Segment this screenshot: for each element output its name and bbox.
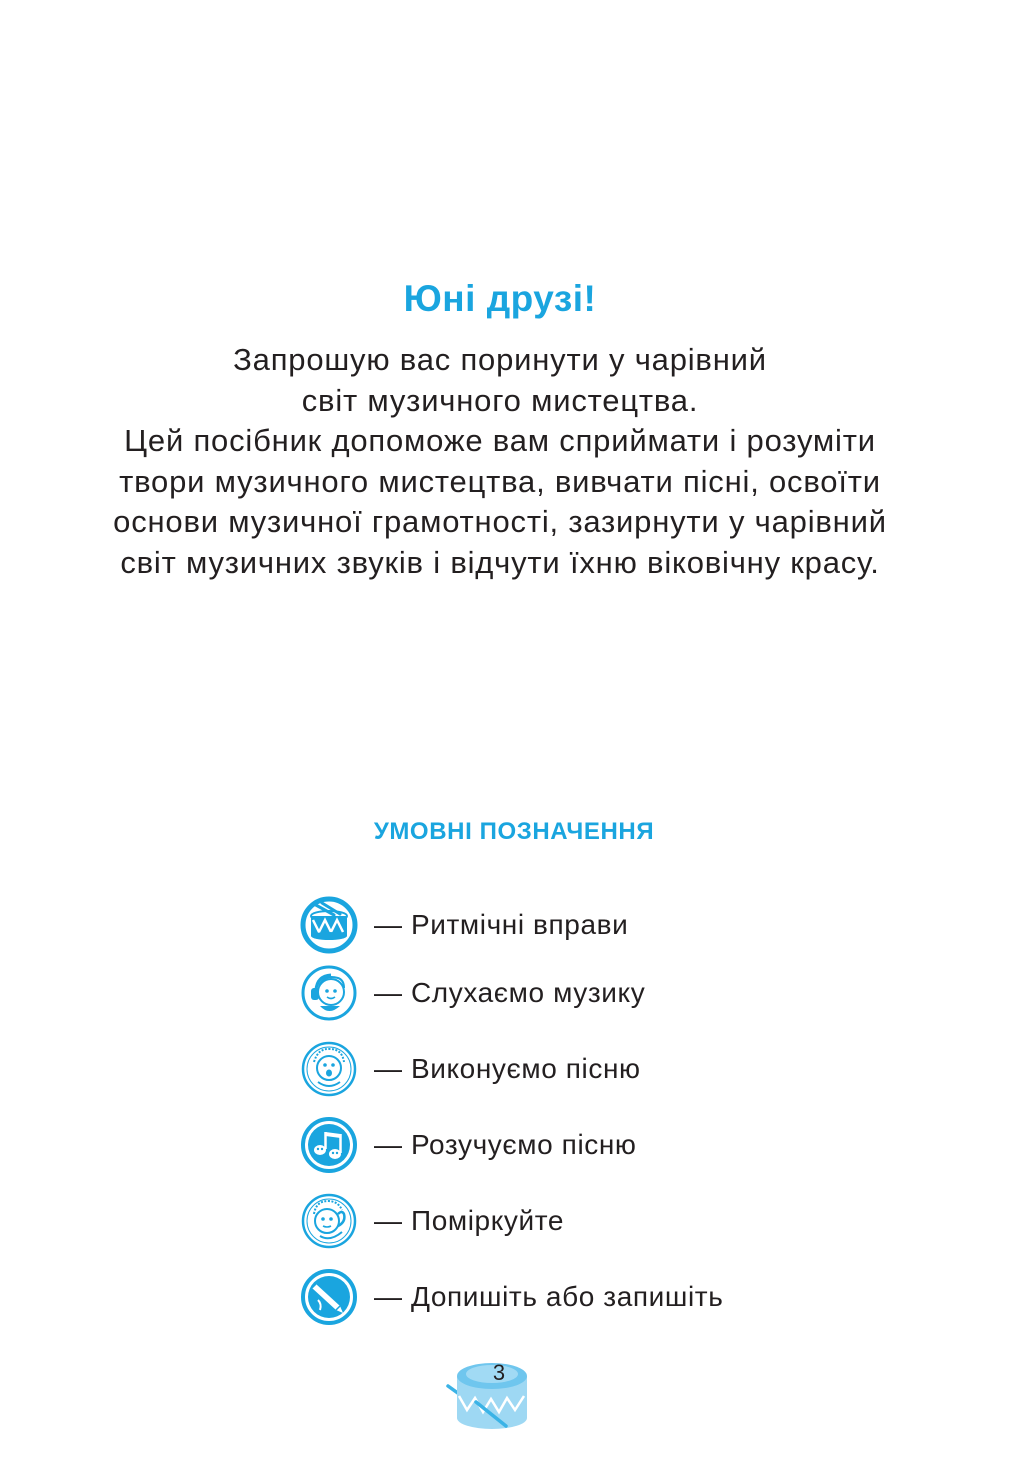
legend-label: — Розучуємо пісню <box>374 1129 637 1160</box>
legend-item-rhythm <box>300 896 780 954</box>
legend-label: — Допишіть або запишіть <box>374 1281 724 1312</box>
legend-item-learning <box>300 1116 780 1174</box>
headphones-child-icon <box>300 964 358 1022</box>
legend-label: — Поміркуйте <box>374 1205 565 1236</box>
page-number: 3 <box>492 1360 506 1385</box>
intro-line: основи музичної грамотності, зазирнути у чарівний <box>113 504 887 539</box>
legend-item-thinking <box>300 1192 780 1250</box>
intro-paragraph <box>0 340 1000 583</box>
music-notes-icon <box>300 1116 358 1174</box>
legend-item-listening <box>300 964 780 1022</box>
legend-item-writing <box>300 1268 780 1326</box>
intro-line: твори музичного мистецтва, вивчати пісні, освоїти <box>119 463 881 499</box>
thinking-child-icon <box>300 1192 358 1250</box>
drum-icon <box>300 896 358 954</box>
page-title: Юні друзі! <box>403 278 597 319</box>
intro-line: світ музичних звуків і відчути їхню віковічну красу. <box>120 544 880 580</box>
legend-label: — Ритмічні вправи <box>374 909 629 940</box>
intro-line: Запрошую вас поринути у чарівний <box>233 342 767 377</box>
legend-title: УМОВНІ ПОЗНАЧЕННЯ <box>373 818 655 845</box>
legend-item-singing <box>300 1040 780 1098</box>
intro-line: світ музичного мистецтва. <box>301 382 699 418</box>
legend-label: — Слухаємо музику <box>374 977 646 1008</box>
legend-label: — Виконуємо пісню <box>374 1053 641 1084</box>
intro-line: Цей посібник допоможе вам сприймати і розуміти <box>124 423 876 458</box>
pencil-icon <box>300 1268 358 1326</box>
singing-child-icon <box>300 1040 358 1098</box>
